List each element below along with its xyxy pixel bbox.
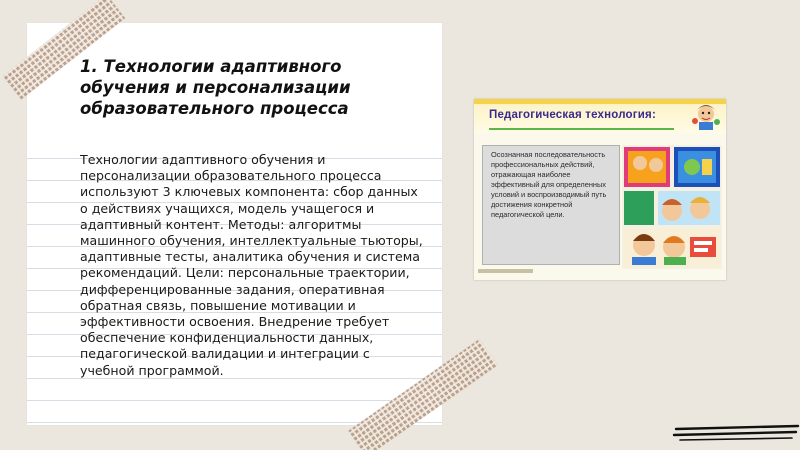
figure-heading: Педагогическая технология: [489,109,656,121]
definition-box [482,145,620,265]
definition-text: Осознанная последовательность профессиональных действий, отражающая наиболее эффективный для определенных условий и воспроизводимый путь достижения конкретной педагогической цели. [491,150,607,219]
pedagogical-technology-image [474,99,726,280]
notebook-paper-card [27,23,442,425]
slide-title: 1. Технологии адаптивного обучения и персонализации образовательного процесса [80,57,351,118]
figure-heading-underline [489,128,674,130]
slide-body-text: Технологии адаптивного обучения и персонализации образовательного процесса используют 3 ключевых компонента: сбор данных о действиях учащихся, модель учащегося и адаптивный контент. Методы: алгоритмы машинного обучения, интеллектуальные тьюторы, адаптивные тесты, аналитика обучения и система рекомендаций. Цели: персональные траектории, дифференцированные задания, оперативная обратная связь, повышение мотивации и эффективности освоения. Внедрение требует обеспечение конфиденциальности данных, педагогической валидации и интеграции с учебной программой. [80,152,423,378]
figure-footer-mark [478,269,533,273]
children-collage-illustration [622,145,722,269]
decorative-lines [672,421,800,446]
mascot-icon [690,101,722,131]
